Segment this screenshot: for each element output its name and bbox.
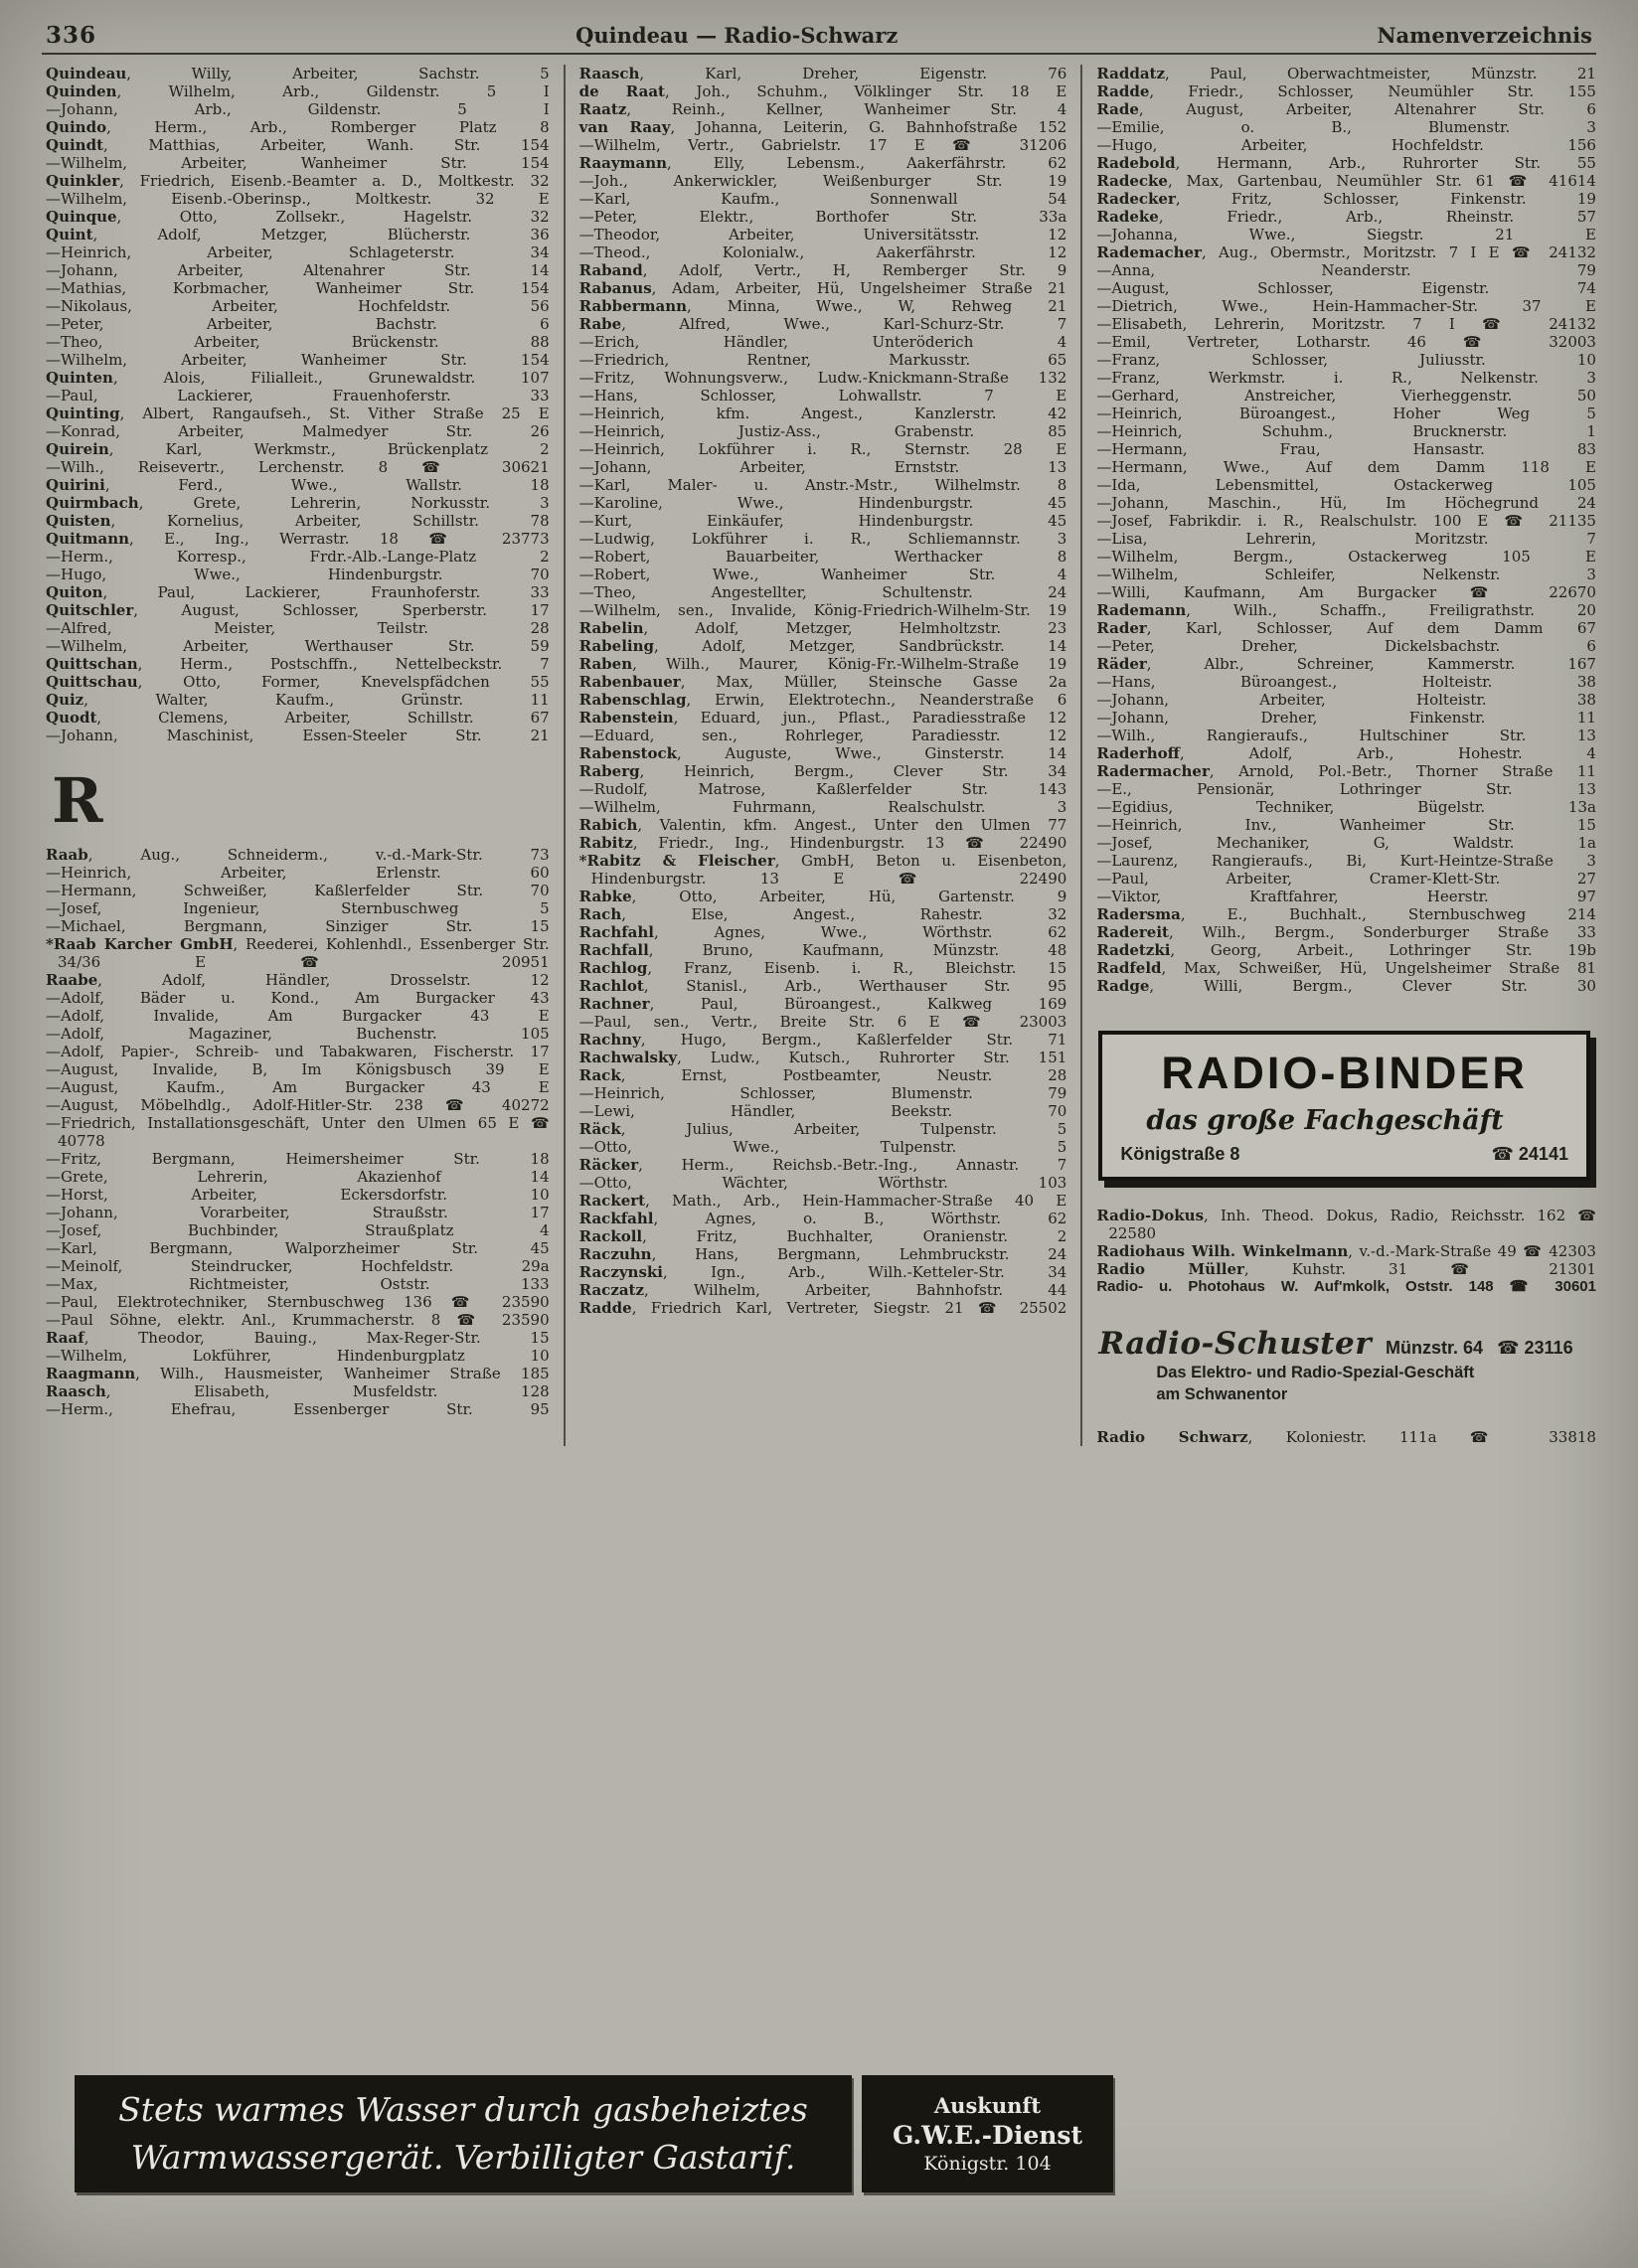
directory-entry: —Theo, Arbeiter, Brückenstr. 88 <box>46 333 550 351</box>
directory-entry: Radio Müller, Kuhstr. 31 ☎ 21301 <box>1096 1260 1596 1278</box>
section-letter-R: R <box>52 764 103 837</box>
radio-binder-address: Königstraße 8 <box>1120 1144 1240 1164</box>
directory-entry: —Meinolf, Steindrucker, Hochfeldstr. 29a <box>46 1257 550 1275</box>
directory-entry: —Hermann, Schweißer, Kaßlerfelder Str. 70 <box>46 882 550 899</box>
directory-entry: —Peter, Elektr., Borthofer Str. 33a <box>578 208 1067 226</box>
directory-entry: Raasch, Karl, Dreher, Eigenstr. 76 <box>578 65 1067 82</box>
directory-entry: Rachwalsky, Ludw., Kutsch., Ruhrorter Str. 151 <box>578 1049 1067 1066</box>
directory-entry: —Theodor, Arbeiter, Universitätsstr. 12 <box>578 226 1067 243</box>
directory-entry: —Josef, Ingenieur, Sternbuschweg 5 <box>46 899 550 917</box>
directory-entry: Radersma, E., Buchhalt., Sternbuschweg 214 <box>1096 905 1596 923</box>
directory-entry: —Josef, Mechaniker, G, Waldstr. 1a <box>1096 834 1596 852</box>
directory-entry: —Horst, Arbeiter, Eckersdorfstr. 10 <box>46 1186 550 1204</box>
radio-binder-phone: ☎ 24141 <box>1491 1144 1568 1165</box>
directory-entry: —Wilhelm, Arbeiter, Werthauser Str. 59 <box>46 637 550 655</box>
directory-entry: —Heinrich, Arbeiter, Schlageterstr. 34 <box>46 243 550 261</box>
radio-schuster-line3: am Schwanentor <box>1156 1385 1288 1404</box>
directory-entry: Raczuhn, Hans, Bergmann, Lehmbruckstr. 24 <box>578 1245 1067 1263</box>
directory-entry: Rachlog, Franz, Eisenb. i. R., Bleichstr. 15 <box>578 959 1067 977</box>
directory-entry: Quinque, Otto, Zollsekr., Hagelstr. 32 <box>46 208 550 226</box>
directory-entry: Quirein, Karl, Werkmstr., Brückenplatz 2 <box>46 440 550 458</box>
directory-entry: Radebold, Hermann, Arb., Ruhrorter Str. 55 <box>1096 154 1596 172</box>
directory-entry: Rademann, Wilh., Schaffn., Freiligrathstr. 20 <box>1096 601 1596 619</box>
directory-entry: —Adolf, Magaziner, Buchenstr. 105 <box>46 1025 550 1043</box>
directory-entry: Rabenbauer, Max, Müller, Steinsche Gasse 2a <box>578 673 1067 691</box>
directory-entry: —Alfred, Meister, Teilstr. 28 <box>46 619 550 637</box>
page-header <box>0 0 1638 53</box>
directory-entry: —Paul, sen., Vertr., Breite Str. 6 E ☎ 23003 <box>578 1013 1067 1031</box>
directory-entry: —Gerhard, Anstreicher, Vierheggenstr. 50 <box>1096 387 1596 405</box>
directory-entry: Quinden, Wilhelm, Arb., Gildenstr. 5 I <box>46 82 550 100</box>
directory-entry: —Heinrich, Lokführer i. R., Sternstr. 28 E <box>578 440 1067 458</box>
radio-schuster-line2: Das Elektro- und Radio-Spezial-Geschäft <box>1156 1364 1475 1381</box>
directory-entry: Rackfahl, Agnes, o. B., Wörthstr. 62 <box>578 1210 1067 1227</box>
radio-binder-subtitle: das große Fachgeschäft <box>1146 1105 1504 1136</box>
directory-entry: —Wilhelm, Eisenb.-Oberinsp., Moltkestr. 32 E <box>46 190 550 208</box>
directory-entry: —Paul, Lackierer, Frauenhoferstr. 33 <box>46 387 550 405</box>
directory-entry: Raczynski, Ign., Arb., Wilh.-Ketteler-Str. 34 <box>578 1263 1067 1281</box>
directory-entry: —Nikolaus, Arbeiter, Hochfeldstr. 56 <box>46 297 550 315</box>
directory-entry: —Johann, Arb., Gildenstr. 5 I <box>46 100 550 118</box>
directory-entry: Radio- u. Photohaus W. Auf'mkolk, Oststr. 148 ☎ 30601 <box>1096 1278 1596 1295</box>
directory-entry: Quittschau, Otto, Former, Knevelspfädchen 55 <box>46 673 550 691</box>
directory-entry: —Wilhelm, sen., Invalide, König-Friedrich-Wilhelm-Str. 19 <box>578 601 1067 619</box>
auskunft-line3: Königstr. 104 <box>923 2153 1052 2175</box>
directory-entry: Rabbermann, Minna, Wwe., W, Rehweg 21 <box>578 297 1067 315</box>
directory-entry: Raczatz, Wilhelm, Arbeiter, Bahnhofstr. 44 <box>578 1281 1067 1299</box>
directory-entry: —Johann, Maschinist, Essen-Steeler Str. 21 <box>46 727 550 744</box>
directory-entry: —Elisabeth, Lehrerin, Moritzstr. 7 I ☎ 24132 <box>1096 315 1596 333</box>
directory-entry: Radereit, Wilh., Bergm., Sonderburger Straße 33 <box>1096 923 1596 941</box>
directory-entry: Raderhoff, Adolf, Arb., Hohestr. 4 <box>1096 744 1596 762</box>
directory-entry: —Hermann, Frau, Hansastr. 83 <box>1096 440 1596 458</box>
directory-entry: —Wilhelm, Fuhrmann, Realschulstr. 3 <box>578 798 1067 816</box>
directory-entry: —Mathias, Korbmacher, Wanheimer Str. 154 <box>46 279 550 297</box>
entries-q <box>46 65 550 744</box>
directory-entry: Rach, Else, Angest., Rahestr. 32 <box>578 905 1067 923</box>
directory-entry: —Josef, Fabrikdir. i. R., Realschulstr. 100 E ☎ 21135 <box>1096 512 1596 530</box>
directory-entry: —Kurt, Einkäufer, Hindenburgstr. 45 <box>578 512 1067 530</box>
radio-schuster-headline <box>1098 1326 1596 1362</box>
radio-schuster-phone: ☎ 23116 <box>1497 1338 1573 1359</box>
directory-entry: Radde, Friedr., Schlosser, Neumühler Str. 155 <box>1096 82 1596 100</box>
column-3 <box>1080 65 1598 1446</box>
directory-entry: *Raab Karcher GmbH, Reederei, Kohlenhdl., Essenberger Str. 34/36 E ☎ 20951 <box>46 935 550 971</box>
gas-ad-line2: Warmwassergerät. Verbilligter Gastarif. <box>130 2138 796 2177</box>
directory-entry: —Eduard, sen., Rohrleger, Paradiesstr. 12 <box>578 727 1067 744</box>
directory-entry: Quirini, Ferd., Wwe., Wallstr. 18 <box>46 476 550 494</box>
directory-entry: Rackoll, Fritz, Buchhalter, Oranienstr. 2 <box>578 1227 1067 1245</box>
directory-entry: —Ludwig, Lokführer i. R., Schliemannstr. 3 <box>578 530 1067 548</box>
directory-entry: Rabenstein, Eduard, jun., Pflast., Paradiesstraße 12 <box>578 709 1067 727</box>
directory-entry: Raband, Adolf, Vertr., H, Remberger Str. 9 <box>578 261 1067 279</box>
directory-entry: Rachfahl, Agnes, Wwe., Wörthstr. 62 <box>578 923 1067 941</box>
directory-entry: —Johanna, Wwe., Siegstr. 21 E <box>1096 226 1596 243</box>
directory-entry: Rademacher, Aug., Obermstr., Moritzstr. 7 I E ☎ 24132 <box>1096 243 1596 261</box>
directory-entry: —Wilhelm, Arbeiter, Wanheimer Str. 154 <box>46 154 550 172</box>
directory-entry: —Adolf, Papier-, Schreib- und Tabakwaren, Fischerstr. 17 <box>46 1043 550 1060</box>
directory-entry: —Johann, Arbeiter, Holteistr. 38 <box>1096 691 1596 709</box>
directory-entry: —Wilhelm, Bergm., Ostackerweg 105 E <box>1096 548 1596 566</box>
directory-entry: Räcker, Herm., Reichsb.-Betr.-Ing., Annastr. 7 <box>578 1156 1067 1174</box>
directory-entry: Radio Schwarz, Koloniestr. 111a ☎ 33818 <box>1096 1427 1596 1446</box>
directory-columns <box>0 55 1638 1446</box>
directory-entry: —Franz, Schlosser, Juliusstr. 10 <box>1096 351 1596 369</box>
directory-entry: Radeke, Friedr., Arb., Rheinstr. 57 <box>1096 208 1596 226</box>
directory-entry: —Michael, Bergmann, Sinziger Str. 15 <box>46 917 550 935</box>
directory-entry: Räder, Albr., Schreiner, Kammerstr. 167 <box>1096 655 1596 673</box>
directory-entry: —E., Pensionär, Lothringer Str. 13 <box>1096 780 1596 798</box>
radio-binder-contact <box>1120 1144 1568 1165</box>
entries-col3-c <box>1096 1428 1596 1446</box>
directory-entry: —Hans, Schlosser, Lohwallstr. 7 E <box>578 387 1067 405</box>
directory-entry: Rabenschlag, Erwin, Elektrotechn., Neanderstraße 6 <box>578 691 1067 709</box>
directory-entry: —Heinrich, Inv., Wanheimer Str. 15 <box>1096 816 1596 834</box>
directory-entry: —Hugo, Wwe., Hindenburgstr. 70 <box>46 566 550 583</box>
directory-entry: Rack, Ernst, Postbeamter, Neustr. 28 <box>578 1066 1067 1084</box>
directory-entry: Quinten, Alois, Filialleit., Grunewaldstr. 107 <box>46 369 550 387</box>
directory-entry: Raaymann, Elly, Lebensm., Aakerfährstr. 62 <box>578 154 1067 172</box>
directory-entry: Rade, August, Arbeiter, Altenahrer Str. 6 <box>1096 100 1596 118</box>
directory-entry: —Wilhelm, Lokführer, Hindenburgplatz 10 <box>46 1347 550 1365</box>
directory-entry: Quodt, Clemens, Arbeiter, Schillstr. 67 <box>46 709 550 727</box>
directory-entry: Raagmann, Wilh., Hausmeister, Wanheimer Straße 185 <box>46 1365 550 1382</box>
directory-entry: Quinkler, Friedrich, Eisenb.-Beamter a. D., Moltkestr. 32 <box>46 172 550 190</box>
directory-entry: Quint, Adolf, Metzger, Blücherstr. 36 <box>46 226 550 243</box>
directory-entry: —Hermann, Wwe., Auf dem Damm 118 E <box>1096 458 1596 476</box>
directory-entry: Räck, Julius, Arbeiter, Tulpenstr. 5 <box>578 1120 1067 1138</box>
column-1 <box>46 65 564 1446</box>
radio-schuster-ad <box>1098 1326 1596 1406</box>
directory-entry: Radiohaus Wilh. Winkelmann, v.-d.-Mark-Straße 49 ☎ 42303 <box>1096 1242 1596 1260</box>
directory-entry: —Lewi, Händler, Beekstr. 70 <box>578 1102 1067 1120</box>
header-section-title: Namenverzeichnis <box>1377 23 1592 48</box>
directory-entry: —Karl, Kaufm., Sonnenwall 54 <box>578 190 1067 208</box>
directory-entry: Radio-Dokus, Inh. Theod. Dokus, Radio, Reichsstr. 162 ☎ 22580 <box>1096 1207 1596 1242</box>
directory-entry: Quiz, Walter, Kaufm., Grünstr. 11 <box>46 691 550 709</box>
directory-entry: —Johann, Maschin., Hü, Im Höchegrund 24 <box>1096 494 1596 512</box>
auskunft-box <box>862 2075 1113 2192</box>
directory-entry: —Heinrich, kfm. Angest., Kanzlerstr. 42 <box>578 405 1067 422</box>
directory-entry: Raaf, Theodor, Bauing., Max-Reger-Str. 15 <box>46 1329 550 1347</box>
directory-entry: Raben, Wilh., Maurer, König-Fr.-Wilhelm-Straße 19 <box>578 655 1067 673</box>
gas-ad-line1: Stets warmes Wasser durch gasbeheiztes <box>118 2090 808 2130</box>
directory-entry: Rachlot, Stanisl., Arb., Werthauser Str. 95 <box>578 977 1067 995</box>
directory-entry: Quindt, Matthias, Arbeiter, Wanh. Str. 154 <box>46 136 550 154</box>
radio-binder-title: RADIO-BINDER <box>1161 1048 1528 1098</box>
directory-entry: —Heinrich, Arbeiter, Erlenstr. 60 <box>46 864 550 882</box>
directory-entry: Raab, Aug., Schneiderm., v.-d.-Mark-Str. 73 <box>46 846 550 864</box>
directory-entry: —Hans, Büroangest., Holteistr. 38 <box>1096 673 1596 691</box>
directory-entry: —Herm., Korresp., Frdr.-Alb.-Lange-Platz 2 <box>46 548 550 566</box>
directory-entry: —August, Schlosser, Eigenstr. 74 <box>1096 279 1596 297</box>
directory-entry: *Rabitz & Fleischer, GmbH, Beton u. Eisenbeton, Hindenburgstr. 13 E ☎ 22490 <box>578 852 1067 888</box>
directory-entry: Quirmbach, Grete, Lehrerin, Norkusstr. 3 <box>46 494 550 512</box>
directory-entry: —Theod., Kolonialw., Aakerfährstr. 12 <box>578 243 1067 261</box>
directory-entry: —Wilhelm, Arbeiter, Wanheimer Str. 154 <box>46 351 550 369</box>
directory-entry: —Wilhelm, Vertr., Gabrielstr. 17 E ☎ 31206 <box>578 136 1067 154</box>
directory-entry: —Friedrich, Rentner, Markusstr. 65 <box>578 351 1067 369</box>
page-number: 336 <box>46 22 97 49</box>
directory-entry: —Friedrich, Installationsgeschäft, Unter den Ulmen 65 E ☎ 40778 <box>46 1114 550 1150</box>
entries-r <box>46 846 550 1418</box>
directory-entry: —Otto, Wächter, Wörthstr. 103 <box>578 1174 1067 1192</box>
gas-ad-banner <box>75 2075 852 2192</box>
directory-entry: Radecke, Max, Gartenbau, Neumühler Str. 61 ☎ 41614 <box>1096 172 1596 190</box>
directory-entry: —Heinrich, Büroangest., Hoher Weg 5 <box>1096 405 1596 422</box>
directory-entry: Radge, Willi, Bergm., Clever Str. 30 <box>1096 977 1596 995</box>
directory-entry: —Paul Söhne, elektr. Anl., Krummacherstr. 8 ☎ 23590 <box>46 1311 550 1329</box>
directory-entry: Rackert, Math., Arb., Hein-Hammacher-Straße 40 E <box>578 1192 1067 1210</box>
directory-entry: —Heinrich, Schlosser, Blumenstr. 79 <box>578 1084 1067 1102</box>
directory-entry: Rachfall, Bruno, Kaufmann, Münzstr. 48 <box>578 941 1067 959</box>
directory-entry: Quinting, Albert, Rangaufseh., St. Vither Straße 25 E <box>46 405 550 422</box>
directory-entry: —Paul, Elektrotechniker, Sternbuschweg 136 ☎ 23590 <box>46 1293 550 1311</box>
directory-entry: Rabich, Valentin, kfm. Angest., Unter den Ulmen 77 <box>578 816 1067 834</box>
directory-entry: Quindo, Herm., Arb., Romberger Platz 8 <box>46 118 550 136</box>
directory-entry: —Herm., Ehefrau, Essenberger Str. 95 <box>46 1400 550 1418</box>
directory-entry: Quitschler, August, Schlosser, Sperberstr. 17 <box>46 601 550 619</box>
directory-entry: Radde, Friedrich Karl, Vertreter, Siegstr. 21 ☎ 25502 <box>578 1299 1067 1317</box>
directory-entry: Rachner, Paul, Büroangest., Kalkweg 169 <box>578 995 1067 1013</box>
directory-entry: —Joh., Ankerwickler, Weißenburger Str. 19 <box>578 172 1067 190</box>
directory-entry: —Karl, Maler- u. Anstr.-Mstr., Wilhelmstr. 8 <box>578 476 1067 494</box>
directory-entry: —Karl, Bergmann, Walporzheimer Str. 45 <box>46 1239 550 1257</box>
directory-entry: —Josef, Buchbinder, Straußplatz 4 <box>46 1221 550 1239</box>
directory-entry: —Peter, Dreher, Dickelsbachstr. 6 <box>1096 637 1596 655</box>
directory-entry: —Paul, Arbeiter, Cramer-Klett-Str. 27 <box>1096 870 1596 888</box>
directory-entry: Quiton, Paul, Lackierer, Fraunhoferstr. 33 <box>46 583 550 601</box>
radio-schuster-address: Münzstr. 64 <box>1386 1338 1484 1358</box>
directory-entry: de Raat, Joh., Schuhm., Völklinger Str. 18 E <box>578 82 1067 100</box>
column-2 <box>564 65 1081 1446</box>
directory-entry: —Adolf, Invalide, Am Burgacker 43 E <box>46 1007 550 1025</box>
directory-entry: —Robert, Wwe., Wanheimer Str. 4 <box>578 566 1067 583</box>
directory-entry: —Erich, Händler, Unteröderich 4 <box>578 333 1067 351</box>
directory-entry: —Ida, Lebensmittel, Ostackerweg 105 <box>1096 476 1596 494</box>
directory-entry: —Heinrich, Justiz-Ass., Grabenstr. 85 <box>578 422 1067 440</box>
radio-schuster-title: Radio-Schuster <box>1098 1326 1373 1362</box>
directory-entry: —Anna, Neanderstr. 79 <box>1096 261 1596 279</box>
directory-entry: Raberg, Heinrich, Bergm., Clever Str. 34 <box>578 762 1067 780</box>
header-running-title: Quindeau — Radio-Schwarz <box>575 23 899 48</box>
phone-icon: ☎ <box>1491 1144 1514 1165</box>
directory-entry: —Johann, Dreher, Finkenstr. 11 <box>1096 709 1596 727</box>
directory-entry: —Robert, Bauarbeiter, Werthacker 8 <box>578 548 1067 566</box>
footer-ads <box>75 2075 1113 2192</box>
directory-entry: —Johann, Arbeiter, Ernststr. 13 <box>578 458 1067 476</box>
directory-entry: —Emilie, o. B., Blumenstr. 3 <box>1096 118 1596 136</box>
directory-entry: —Heinrich, Schuhm., Brucknerstr. 1 <box>1096 422 1596 440</box>
directory-entry: —Theo, Angestellter, Schultenstr. 24 <box>578 583 1067 601</box>
directory-entry: —August, Invalide, B, Im Königsbusch 39 E <box>46 1060 550 1078</box>
directory-entry: —Fritz, Wohnungsverw., Ludw.-Knickmann-Straße 132 <box>578 369 1067 387</box>
directory-entry: Radecker, Fritz, Schlosser, Finkenstr. 19 <box>1096 190 1596 208</box>
directory-entry: —Dietrich, Wwe., Hein-Hammacher-Str. 37 E <box>1096 297 1596 315</box>
directory-entry: Radermacher, Arnold, Pol.-Betr., Thorner Straße 11 <box>1096 762 1596 780</box>
directory-entry: Quindeau, Willy, Arbeiter, Sachstr. 5 <box>46 65 550 82</box>
directory-entry: —Emil, Vertreter, Lotharstr. 46 ☎ 32003 <box>1096 333 1596 351</box>
directory-entry: Raatz, Reinh., Kellner, Wanheimer Str. 4 <box>578 100 1067 118</box>
directory-entry: —Rudolf, Matrose, Kaßlerfelder Str. 143 <box>578 780 1067 798</box>
directory-entry: —Max, Richtmeister, Oststr. 133 <box>46 1275 550 1293</box>
directory-entry: —August, Möbelhdlg., Adolf-Hitler-Str. 238 ☎ 40272 <box>46 1096 550 1114</box>
directory-entry: —Johann, Arbeiter, Altenahrer Str. 14 <box>46 261 550 279</box>
directory-entry: —Fritz, Bergmann, Heimersheimer Str. 18 <box>46 1150 550 1168</box>
directory-entry: —Hugo, Arbeiter, Hochfeldstr. 156 <box>1096 136 1596 154</box>
directory-entry: —Wilh., Rangieraufs., Hultschiner Str. 13 <box>1096 727 1596 744</box>
directory-entry: van Raay, Johanna, Leiterin, G. Bahnhofstraße 152 <box>578 118 1067 136</box>
directory-entry: Quitmann, E., Ing., Werrastr. 18 ☎ 23773 <box>46 530 550 548</box>
directory-entry: Raabe, Adolf, Händler, Drosselstr. 12 <box>46 971 550 989</box>
directory-entry: —Konrad, Arbeiter, Malmedyer Str. 26 <box>46 422 550 440</box>
directory-entry: —Karoline, Wwe., Hindenburgstr. 45 <box>578 494 1067 512</box>
directory-entry: Rabitz, Friedr., Ing., Hindenburgstr. 13 ☎ 22490 <box>578 834 1067 852</box>
directory-entry: —Egidius, Techniker, Bügelstr. 13a <box>1096 798 1596 816</box>
directory-entry: —Laurenz, Rangieraufs., Bi, Kurt-Heintze-Straße 3 <box>1096 852 1596 870</box>
radio-binder-ad <box>1098 1031 1590 1181</box>
directory-entry: Rabelin, Adolf, Metzger, Helmholtzstr. 23 <box>578 619 1067 637</box>
directory-entry: —Otto, Wwe., Tulpenstr. 5 <box>578 1138 1067 1156</box>
directory-entry: —Lisa, Lehrerin, Moritzstr. 7 <box>1096 530 1596 548</box>
directory-entry: Quisten, Kornelius, Arbeiter, Schillstr. 78 <box>46 512 550 530</box>
directory-entry: Radetzki, Georg, Arbeit., Lothringer Str. 19b <box>1096 941 1596 959</box>
directory-entry: Rabeling, Adolf, Metzger, Sandbrückstr. 14 <box>578 637 1067 655</box>
directory-entry: —Wilh., Reisevertr., Lerchenstr. 8 ☎ 30621 <box>46 458 550 476</box>
directory-entry: Raasch, Elisabeth, Musfeldstr. 128 <box>46 1382 550 1400</box>
phone-icon: ☎ <box>1497 1338 1520 1359</box>
directory-entry: —Franz, Werkmstr. i. R., Nelkenstr. 3 <box>1096 369 1596 387</box>
directory-entry: Rachny, Hugo, Bergm., Kaßlerfelder Str. 71 <box>578 1031 1067 1049</box>
directory-entry: —Johann, Vorarbeiter, Straußstr. 17 <box>46 1204 550 1221</box>
directory-entry: Rabe, Alfred, Wwe., Karl-Schurz-Str. 7 <box>578 315 1067 333</box>
entries-col2 <box>579 65 1067 1317</box>
entries-col3-a <box>1096 65 1596 995</box>
directory-entry: —Wilhelm, Schleifer, Nelkenstr. 3 <box>1096 566 1596 583</box>
directory-entry: —Peter, Arbeiter, Bachstr. 6 <box>46 315 550 333</box>
directory-entry: Rader, Karl, Schlosser, Auf dem Damm 67 <box>1096 619 1596 637</box>
entries-col3-b <box>1096 1207 1596 1296</box>
directory-entry: Rabke, Otto, Arbeiter, Hü, Gartenstr. 9 <box>578 888 1067 905</box>
directory-entry: Rabanus, Adam, Arbeiter, Hü, Ungelsheimer Straße 21 <box>578 279 1067 297</box>
directory-entry: Raddatz, Paul, Oberwachtmeister, Münzstr. 21 <box>1096 65 1596 82</box>
directory-entry: —Willi, Kaufmann, Am Burgacker ☎ 22670 <box>1096 583 1596 601</box>
directory-entry: —Adolf, Bäder u. Kond., Am Burgacker 43 <box>46 989 550 1007</box>
directory-entry: —Grete, Lehrerin, Akazienhof 14 <box>46 1168 550 1186</box>
auskunft-line1: Auskunft <box>933 2093 1042 2118</box>
auskunft-line2: G.W.E.-Dienst <box>892 2121 1083 2150</box>
directory-entry: —August, Kaufm., Am Burgacker 43 E <box>46 1078 550 1096</box>
directory-entry: Radfeld, Max, Schweißer, Hü, Ungelsheimer Straße 81 <box>1096 959 1596 977</box>
directory-entry: Rabenstock, Auguste, Wwe., Ginsterstr. 14 <box>578 744 1067 762</box>
directory-entry: Quittschan, Herm., Postschffn., Nettelbeckstr. 7 <box>46 655 550 673</box>
directory-entry: —Viktor, Kraftfahrer, Heerstr. 97 <box>1096 888 1596 905</box>
